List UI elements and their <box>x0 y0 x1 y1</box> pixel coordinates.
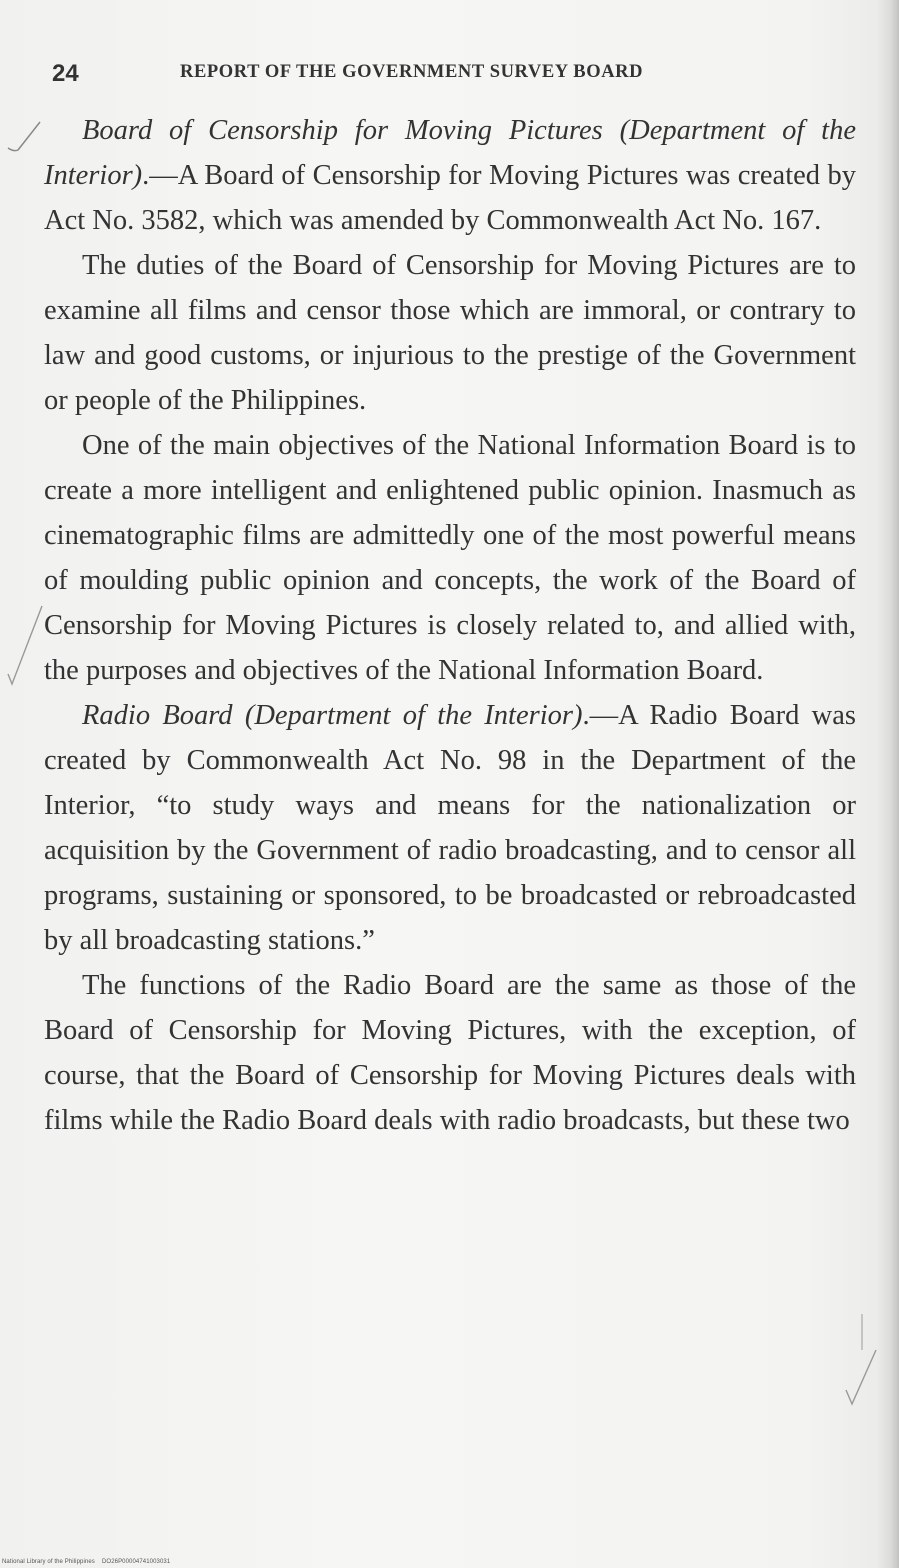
body-text <box>44 108 856 1143</box>
margin-check-mark-3 <box>842 1310 882 1410</box>
paragraph-duties <box>44 243 856 423</box>
paragraph-board-of-censorship <box>44 108 856 243</box>
section-heading-radio-board: Radio Board (Department of the Interior) <box>82 700 583 731</box>
footer-code: DO26P00004741003031 <box>102 1559 171 1565</box>
paragraph-text: .—A Radio Board was created by Commonwealth Act No. 98 in the Department of the Interior, “to study ways and means for the nationalization or acquisition by the Government of radio broadcasting, and to censor all programs, sustaining or sponsored, to be broadcasted or rebroadcasted by all broadcasting stations.” <box>44 700 856 956</box>
page-header <box>52 58 852 94</box>
paragraph-functions <box>44 963 856 1143</box>
paragraph-text: The functions of the Radio Board are the same as those of the Board of Censorship for Moving Pictures, with the exception, of course, that the Board of Censorship for Moving Pictures deals with films while the Radio Board deals with radio broadcasts, but these two <box>44 970 856 1136</box>
paragraph-objectives <box>44 423 856 693</box>
paragraph-text: One of the main objectives of the National Information Board is to create a more intelligent and enlightened public opinion. Inasmuch as cinematographic films are admittedly one of the most powerful means of moulding public opinion and concepts, the work of the Board of Censorship for Moving Pictures is closely related to, and allied with, the purposes and objectives of the National Information Board. <box>44 430 856 686</box>
section-heading-board-of-censorship: Board of Censorship for Moving Pictures (Department of the Interior) <box>44 115 856 191</box>
paragraph-text: .—A Board of Censorship for Moving Pictures was created by Act No. 3582, which was amended by Commonwealth Act No. 167. <box>44 160 856 236</box>
footer-source: National Library of the Philippines <box>2 1559 95 1565</box>
paragraph-text: The duties of the Board of Censorship for Moving Pictures are to examine all films and censor those which are immoral, or contrary to law and good customs, or injurious to the prestige of the Government or people of the Philippines. <box>44 250 856 416</box>
paragraph-radio-board <box>44 693 856 963</box>
margin-check-mark-1 <box>4 118 44 158</box>
margin-check-mark-2 <box>2 600 46 690</box>
page-number: 24 <box>52 60 79 87</box>
scan-footer <box>2 1559 170 1565</box>
running-head: REPORT OF THE GOVERNMENT SURVEY BOARD <box>180 62 644 82</box>
